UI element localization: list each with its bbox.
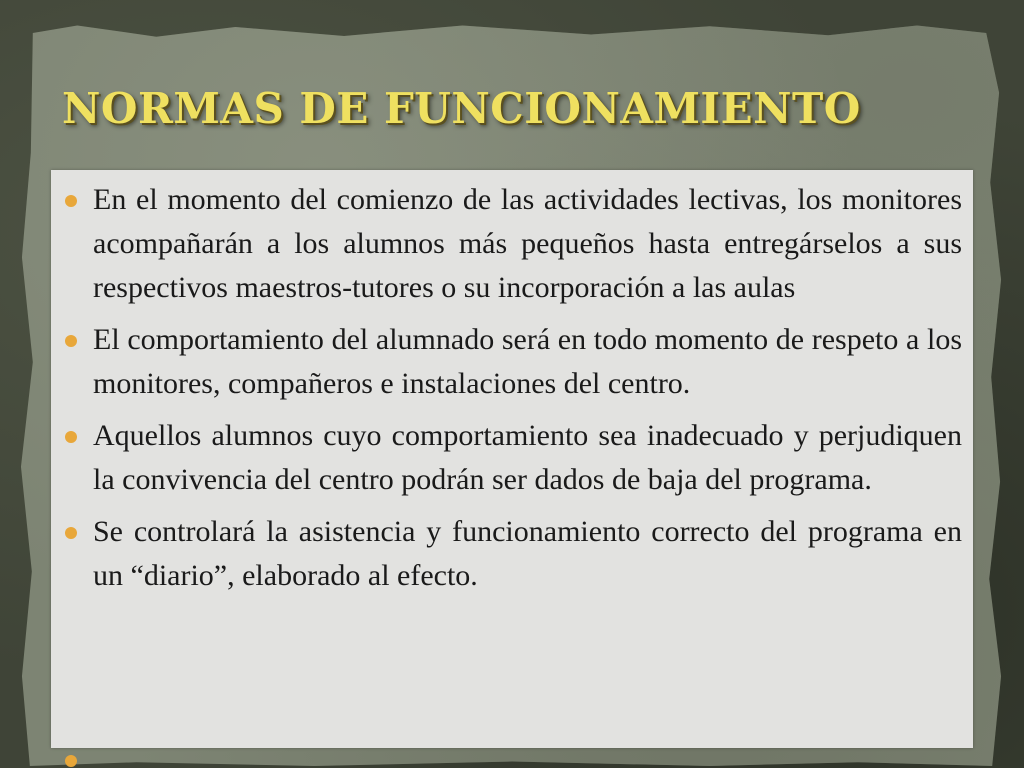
bullet-text: Aquellos alumnos cuyo comportamiento sea inadecuado y perjudiquen la convivencia del centro podrán ser dados de baja del programa. bbox=[93, 419, 962, 496]
bullet-item bbox=[51, 510, 962, 598]
bullet-item bbox=[51, 178, 962, 310]
bullet-text: El comportamiento del alumnado será en todo momento de respeto a los monitores, compañeros e instalaciones del centro. bbox=[93, 323, 962, 400]
bullet-item bbox=[51, 414, 962, 502]
bullet-dot-icon bbox=[65, 431, 77, 443]
bullet-text: En el momento del comienzo de las actividades lectivas, los monitores acompañarán a los alumnos más pequeños hasta entregárselos a sus respectivos maestros-tutores o su incorporación a las aulas bbox=[93, 183, 962, 304]
empty-bullet-dot-icon bbox=[65, 755, 77, 767]
bullet-dot-icon bbox=[65, 195, 77, 207]
bullet-list bbox=[51, 170, 973, 598]
slide-title: NORMAS DE FUNCIONAMIENTO bbox=[62, 84, 861, 133]
bullet-item bbox=[51, 318, 962, 406]
bullet-dot-icon bbox=[65, 335, 77, 347]
bullet-dot-icon bbox=[65, 527, 77, 539]
bullet-text: Se controlará la asistencia y funcionamiento correcto del programa en un “diario”, elaborado al efecto. bbox=[93, 515, 962, 592]
content-box bbox=[51, 170, 973, 748]
